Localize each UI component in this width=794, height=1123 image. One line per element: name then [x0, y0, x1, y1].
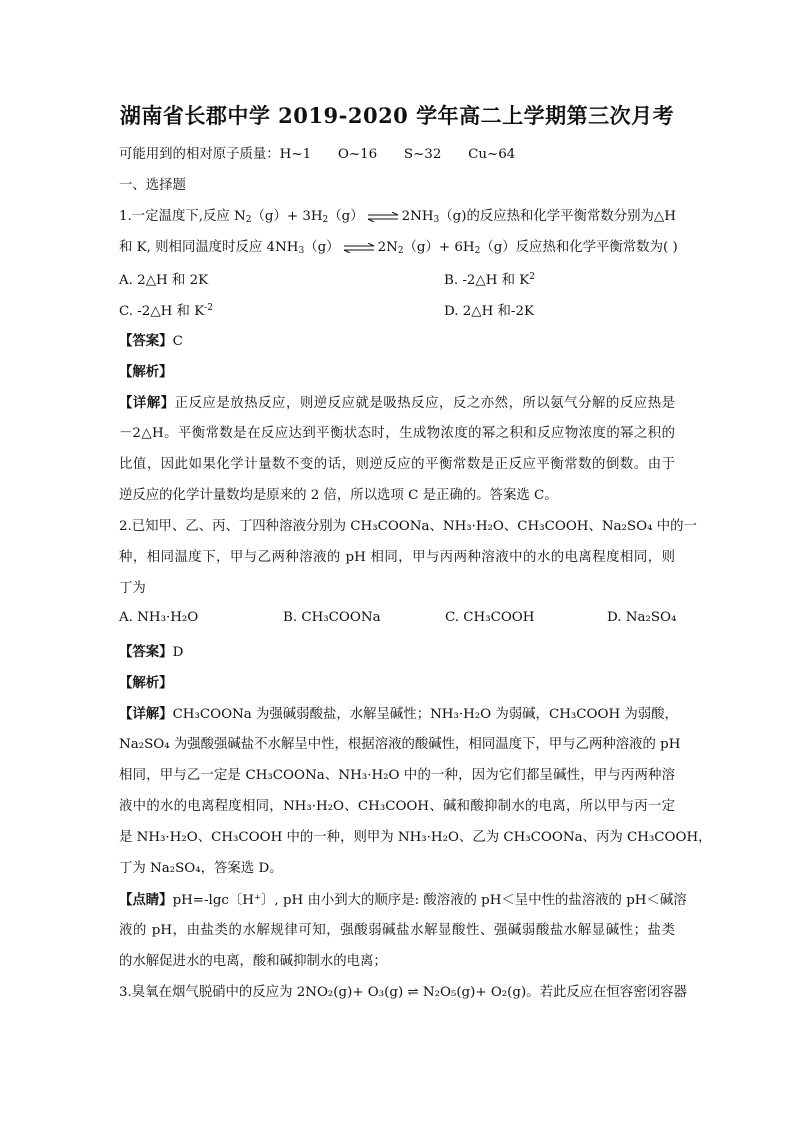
q2-stem-line-1: 2.已知甲、乙、丙、丁四种溶液分别为 CH₃COONa、NH₃·H₂O、CH₃COOH、Na₂SO₄ 中的一	[119, 519, 697, 534]
q2-tip-line-2: 液的 pH，由盐类的水解规律可知，强酸弱碱盐水解显酸性、强碱弱酸盐水解显碱性；盐类	[119, 923, 675, 938]
q2-option-a: A. NH₃·H₂O	[119, 610, 199, 625]
section-heading: 一、选择题	[119, 178, 186, 193]
q1-detail-line-2: －2△H。平衡常数是在反应达到平衡状态时，生成物浓度的幂之积和反应物浓度的幂之积的	[119, 426, 675, 441]
q2-detail-line-1: 【详解】CH₃COONa 为强碱弱酸盐，水解呈碱性；NH₃·H₂O 为弱碱，CH₃COOH 为弱酸，	[119, 706, 678, 722]
q1-detail-line-1: 【详解】正反应是放热反应，则逆反应就是吸热反应，反之亦然，所以氨气分解的反应热是	[119, 395, 676, 411]
q2-detail-line-2: Na₂SO₄ 为强酸强碱盐不水解呈中性，根据溶液的酸碱性，相同温度下，甲与乙两种溶液的 pH	[119, 737, 681, 752]
equilibrium-arrow-icon	[366, 212, 400, 222]
q1-stem-line-1: 1.一定温度下,反应 $N_2(g)+ 3H_2(g)$ $2NH_3(g)$的反应热和化学平衡常数分别为△H	[119, 209, 676, 225]
atomic-masses-line: 可能用到的相对原子质量：H~1 O~16 S~32 Cu~64	[119, 147, 516, 162]
q2-option-b: B. CH₃COONa	[283, 610, 381, 625]
q3-stem-line-1: 3.臭氧在烟气脱硝中的反应为 2NO₂(g)+ O₃(g) ⇌ N₂O₅(g)+ O₂(g)。若此反应在恒容密闭容器	[119, 985, 687, 1000]
q2-detail-line-3: 相同，甲与乙一定是 CH₃COONa、NH₃·H₂O 中的一种，因为它们都呈碱性，甲与丙两种溶	[119, 768, 675, 783]
q2-detail-line-6: 丁为 Na₂SO₄，答案选 D。	[119, 861, 283, 876]
q2-analysis-heading: 【解析】	[119, 675, 173, 691]
q2-detail-line-4: 液中的水的电离程度相同，NH₃·H₂O、CH₃COOH、碱和酸抑制水的电离，所以甲与丙一定	[119, 799, 675, 814]
q2-stem-line-2: 种，相同温度下，甲与乙两种溶液的 pH 相同，甲与丙两种溶液中的水的电离程度相同，则	[119, 550, 675, 565]
q1-option-b: B. -2△H 和 $K^2$	[444, 272, 536, 288]
q2-option-d: D. Na₂SO₄	[607, 610, 677, 625]
q1-option-d: D. 2△H 和-2K	[444, 304, 534, 319]
q1-stem-line-2: 和 K, 则相同温度时反应 $4NH_3(g)$ $2N_2(g)+ 6H_2(g)$反应热和化学平衡常数为( )	[119, 240, 678, 256]
q1-analysis-heading: 【解析】	[119, 364, 173, 380]
q1-option-c: C. -2△H 和 $K^{-2}$	[119, 303, 213, 319]
q2-answer: 【答案】D	[119, 644, 184, 660]
page-title: 湖南省长郡中学 2019-2020 学年高二上学期第三次月考	[119, 103, 675, 128]
q2-stem-line-3: 丁为	[119, 581, 146, 596]
q2-tip-line-1: 【点睛】pH=-lgc〔H⁺〕, pH 由小到大的顺序是: 酸溶液的 pH＜呈中性的盐溶液的 pH＜碱溶	[119, 892, 687, 908]
q2-detail-line-5: 是 NH₃·H₂O、CH₃COOH 中的一种，则甲为 NH₃·H₂O、乙为 CH₃COONa、丙为 CH₃COOH，	[119, 830, 712, 845]
q1-detail-line-3: 比值，因此如果化学计量数不变的话，则逆反应的平衡常数是正反应平衡常数的倒数。由于	[119, 457, 675, 472]
q1-answer: 【答案】C	[119, 333, 183, 349]
q2-tip-line-3: 的水解促进水的电离，酸和碱抑制水的电离；	[119, 954, 387, 969]
q1-detail-line-4: 逆反应的化学计量数均是原来的 2 倍，所以选项 C 是正确的。答案选 C。	[119, 488, 558, 503]
q2-option-c: C. CH₃COOH	[445, 610, 535, 625]
equilibrium-arrow-icon	[342, 243, 376, 253]
q1-option-a: A. 2△H 和 2K	[119, 273, 209, 288]
